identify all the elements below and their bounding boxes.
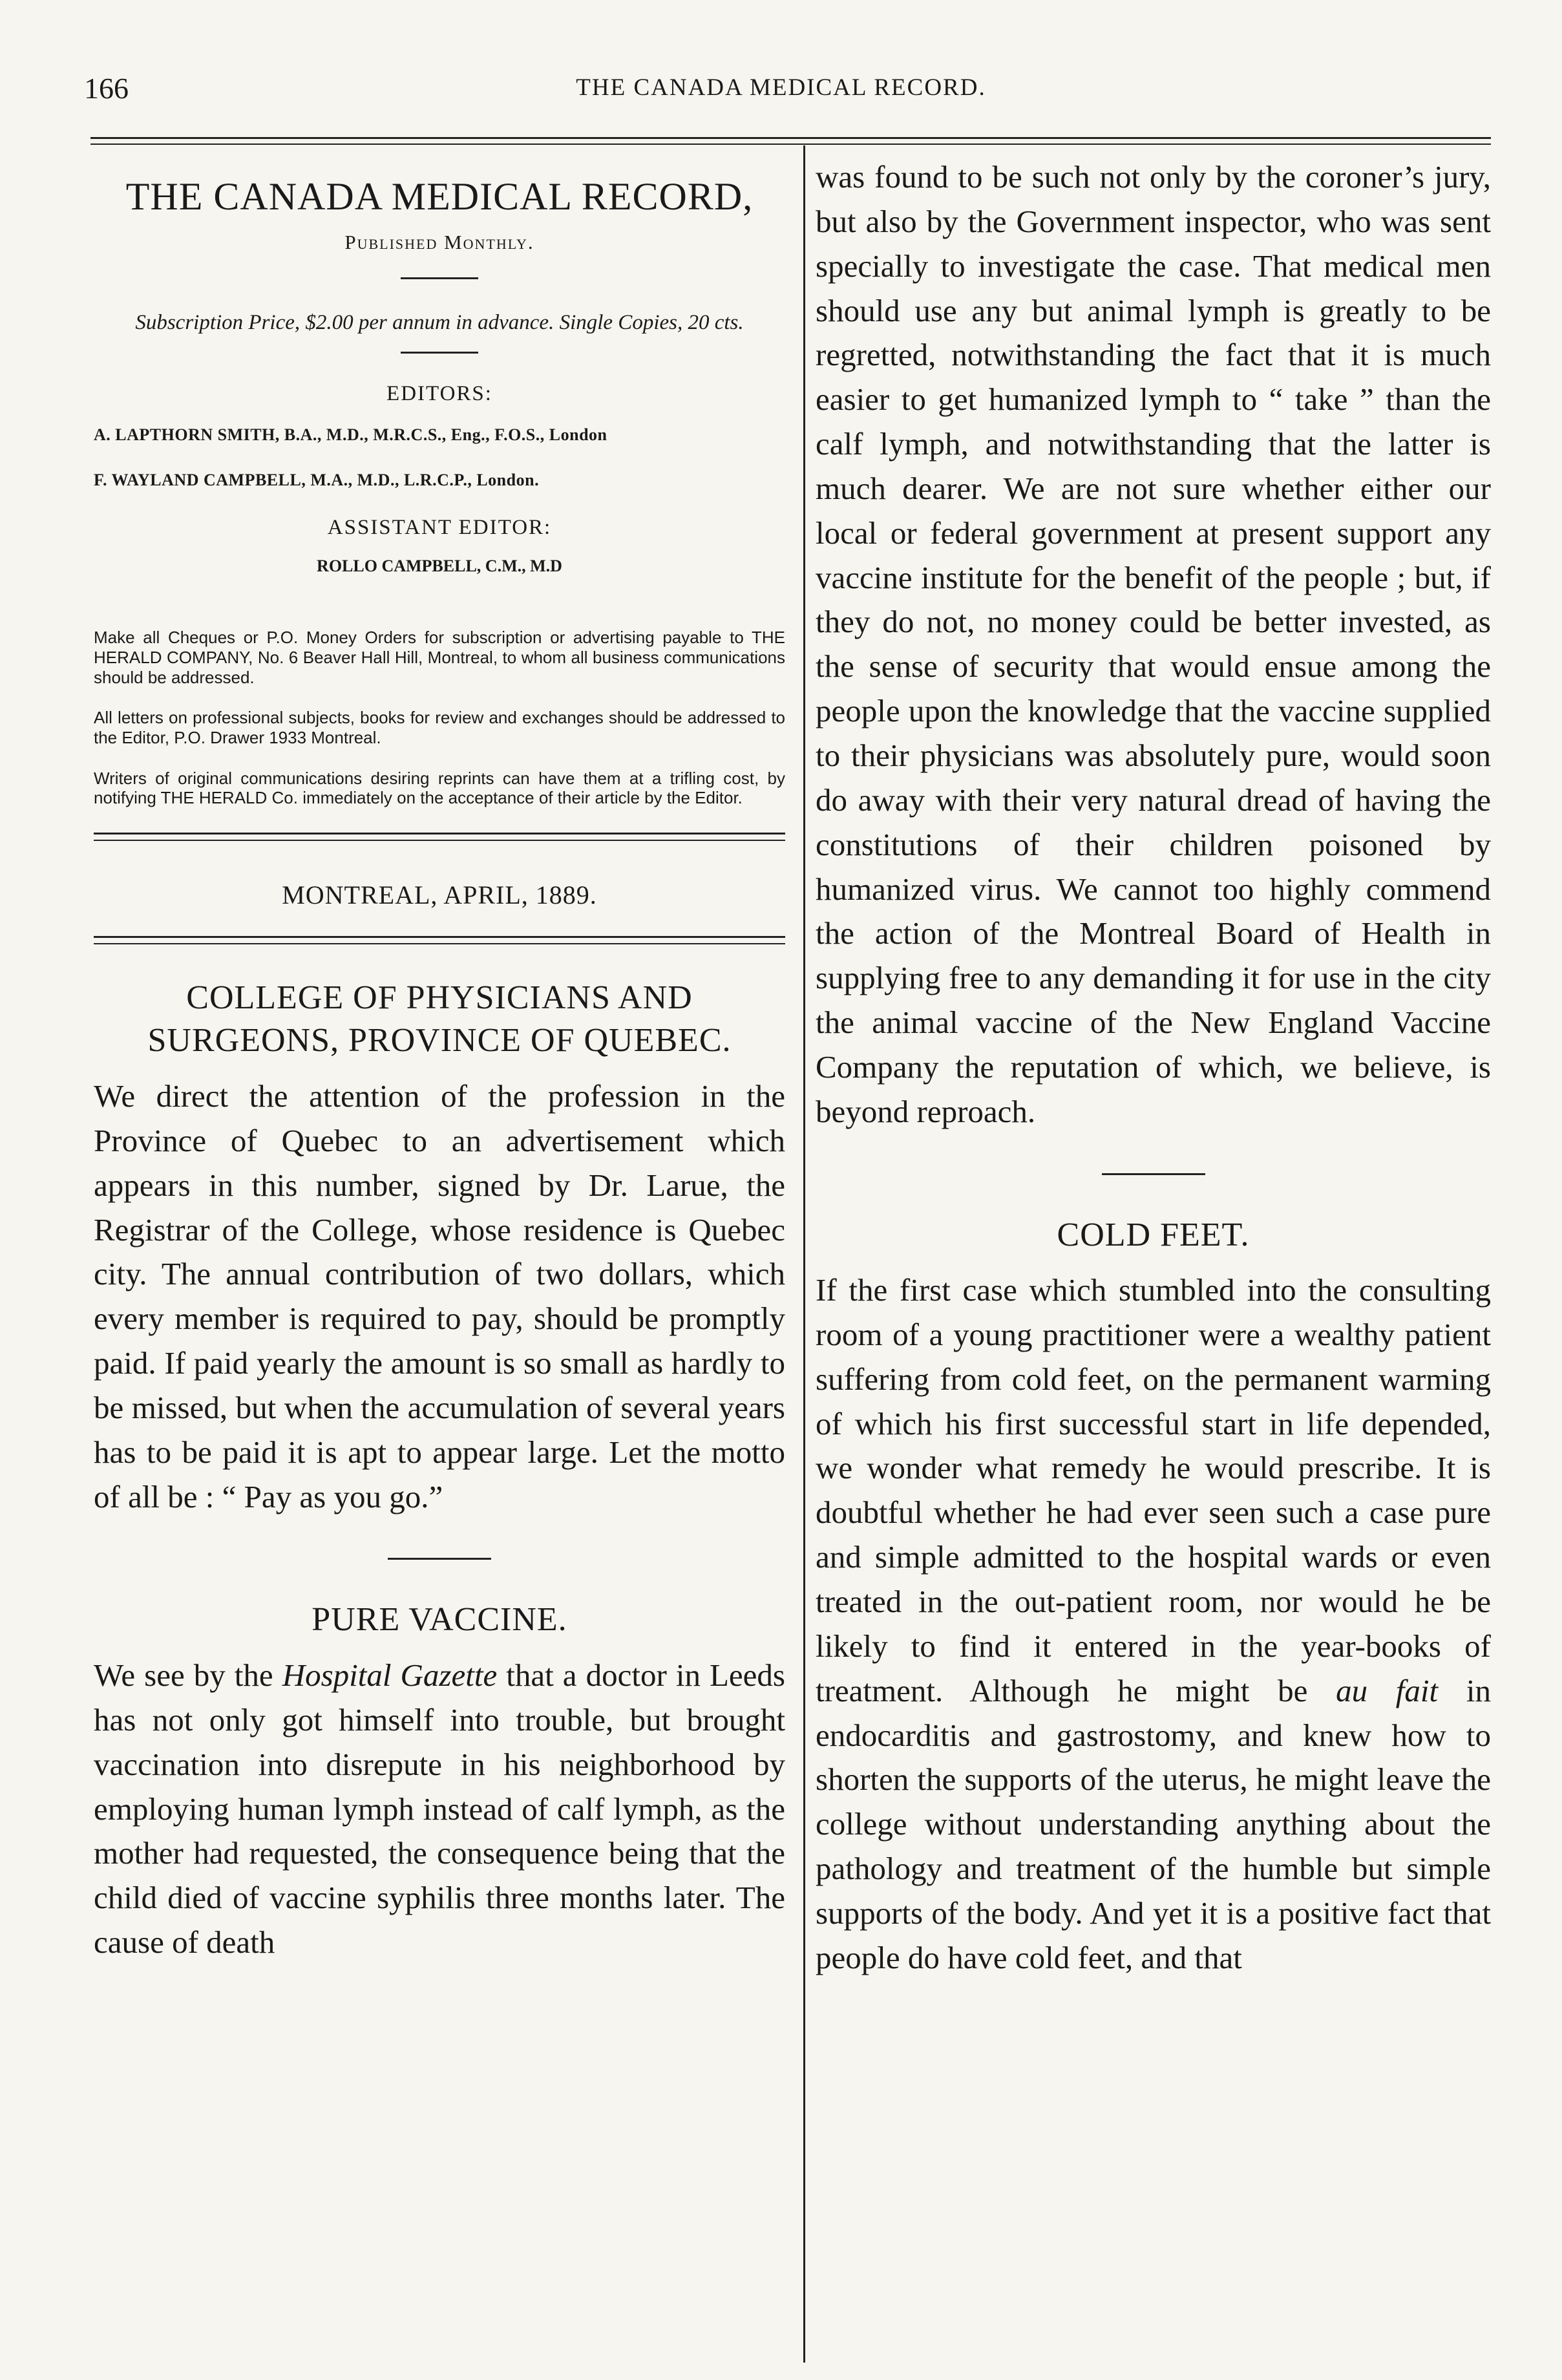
masthead-title: THE CANADA MEDICAL RECORD, — [125, 175, 754, 218]
section-rule-thin — [94, 943, 785, 944]
article-heading: COLD FEET. — [1057, 1216, 1250, 1253]
header-rule — [90, 137, 1491, 139]
assistant-editor-name: ROLLO CAMPBELL, C.M., M.D — [317, 557, 562, 576]
body-text-rest: in endocarditis and gastrostomy, and knew how to shorten the supports of the uterus, he might leave the college without understanding anything about the pathology and treatment of the humble but simple supports of the body. And yet it is a positive fact that people do have cold feet, and that — [816, 1672, 1491, 1975]
running-title: THE CANADA MEDICAL RECORD. — [576, 74, 986, 101]
article-separator — [388, 1558, 491, 1560]
article-heading: PURE VACCINE. — [311, 1601, 567, 1639]
article-body-continued: was found to be such not only by the coroner’s jury, but also by the Government inspector, who was sent specially to investigate the case. That medical men should use any but animal lymph is greatly to be regretted, notwithstanding the fact that it is much easier to get humanized lymph to “ take ” than the calf lymph, and notwithstanding that the latter is much dearer. We are not sure whether either our local or federal government at present support any vaccine institute for the benefit of the people ; but, if they do not, no money could be better invested, as the sense of security that would ensue among the people upon the knowledge that the vaccine supplied to their physicians was absolutely pure, would soon do away with their very natural dread of having the constitutions of their children poisoned by humanized virus. We cannot too highly commend the action of the Montreal Board of Health in supplying free to any demanding it for use in the city the animal vaccine of the New England Vaccine Company the reputation of which, we believe, is beyond reproach. — [816, 159, 1491, 1129]
notice-reprints: Writers of original communications desiring reprints can have them at a trifling cost, by notifying THE HERALD Co. immediately on the acceptance of their article by the Editor. — [94, 768, 785, 808]
editor-name: F. WAYLAND CAMPBELL, M.A., M.D., L.R.C.P., London. — [94, 471, 540, 490]
page-number: 166 — [84, 72, 129, 105]
section-rule-thin — [94, 840, 785, 841]
body-text-start: If the first case which stumbled into the consulting room of a young practitioner were a wealthy patient suffering from cold feet, on the permanent warming of which his first successful start in life depended, we wonder what remedy he would prescribe. It is doubtful whether he had ever seen such a case pure and simple admitted to the hospital wards or even treated in the out-patient room, nor would he be likely to find it entered in the year-books of treatment. Although he might be — [816, 1272, 1491, 1708]
notice-payments: Make all Cheques or P.O. Money Orders for subscription or advertising payable to THE HERALD COMPANY, No. 6 Beaver Hall Hill, Montreal, to whom all business communications should be addressed. — [94, 628, 785, 687]
publication-title: Hospital Gazette — [282, 1657, 498, 1693]
body-text-start: We see by the — [94, 1657, 282, 1693]
editor-name: A. LAPTHORN SMITH, B.A., M.D., M.R.C.S., Eng., F.O.S., London — [94, 425, 607, 445]
dateline: MONTREAL, APRIL, 1889. — [282, 880, 597, 909]
assistant-editor-label: ASSISTANT EDITOR: — [327, 516, 552, 540]
notice-letters: All letters on professional subjects, books for review and exchanges should be addressed to the Editor, P.O. Drawer 1933 Montreal. — [94, 708, 785, 747]
left-column — [94, 155, 785, 1965]
article-body — [816, 1268, 1491, 1981]
article-heading: COLLEGE OF PHYSICIANS AND SURGEONS, PROVINCE OF QUEBEC. — [147, 979, 732, 1059]
publication-frequency: Published Monthly. — [344, 231, 534, 253]
column-divider — [803, 145, 805, 2363]
body-text-rest: that a doctor in Leeds has not only got himself into trouble, but brought vaccination into disrepute in his neighborhood by employing human lymph instead of calf lymph, as the mother had requested, the consequence being that the child died of vaccine syphilis three months later. The cause of death — [94, 1657, 785, 1960]
article-body — [94, 1653, 785, 1965]
subscription-price: Subscription Price, $2.00 per annum in advance. Single Copies, 20 cts. — [135, 311, 744, 334]
masthead-rule — [401, 277, 478, 279]
right-column — [816, 155, 1491, 1981]
article-separator — [1102, 1173, 1205, 1175]
masthead-rule — [401, 352, 478, 354]
section-rule — [94, 833, 785, 834]
article-body: We direct the attention of the profession in the Province of Quebec to an advertisement which appears in this number, signed by Dr. Larue, the Registrar of the College, whose residence is Quebec city. The annual contribution of two dollars, which every member is required to pay, should be promptly paid. If paid yearly the amount is so small as hardly to be missed, but when the accumulation of several years has to be paid it is apt to appear large. Let the motto of all be : “ Pay as you go.” — [94, 1078, 785, 1514]
section-rule — [94, 936, 785, 938]
italic-phrase: au fait — [1336, 1672, 1439, 1708]
editors-label: EDITORS: — [386, 382, 492, 406]
header-rule-thin — [90, 143, 1491, 145]
running-head — [71, 71, 1491, 116]
